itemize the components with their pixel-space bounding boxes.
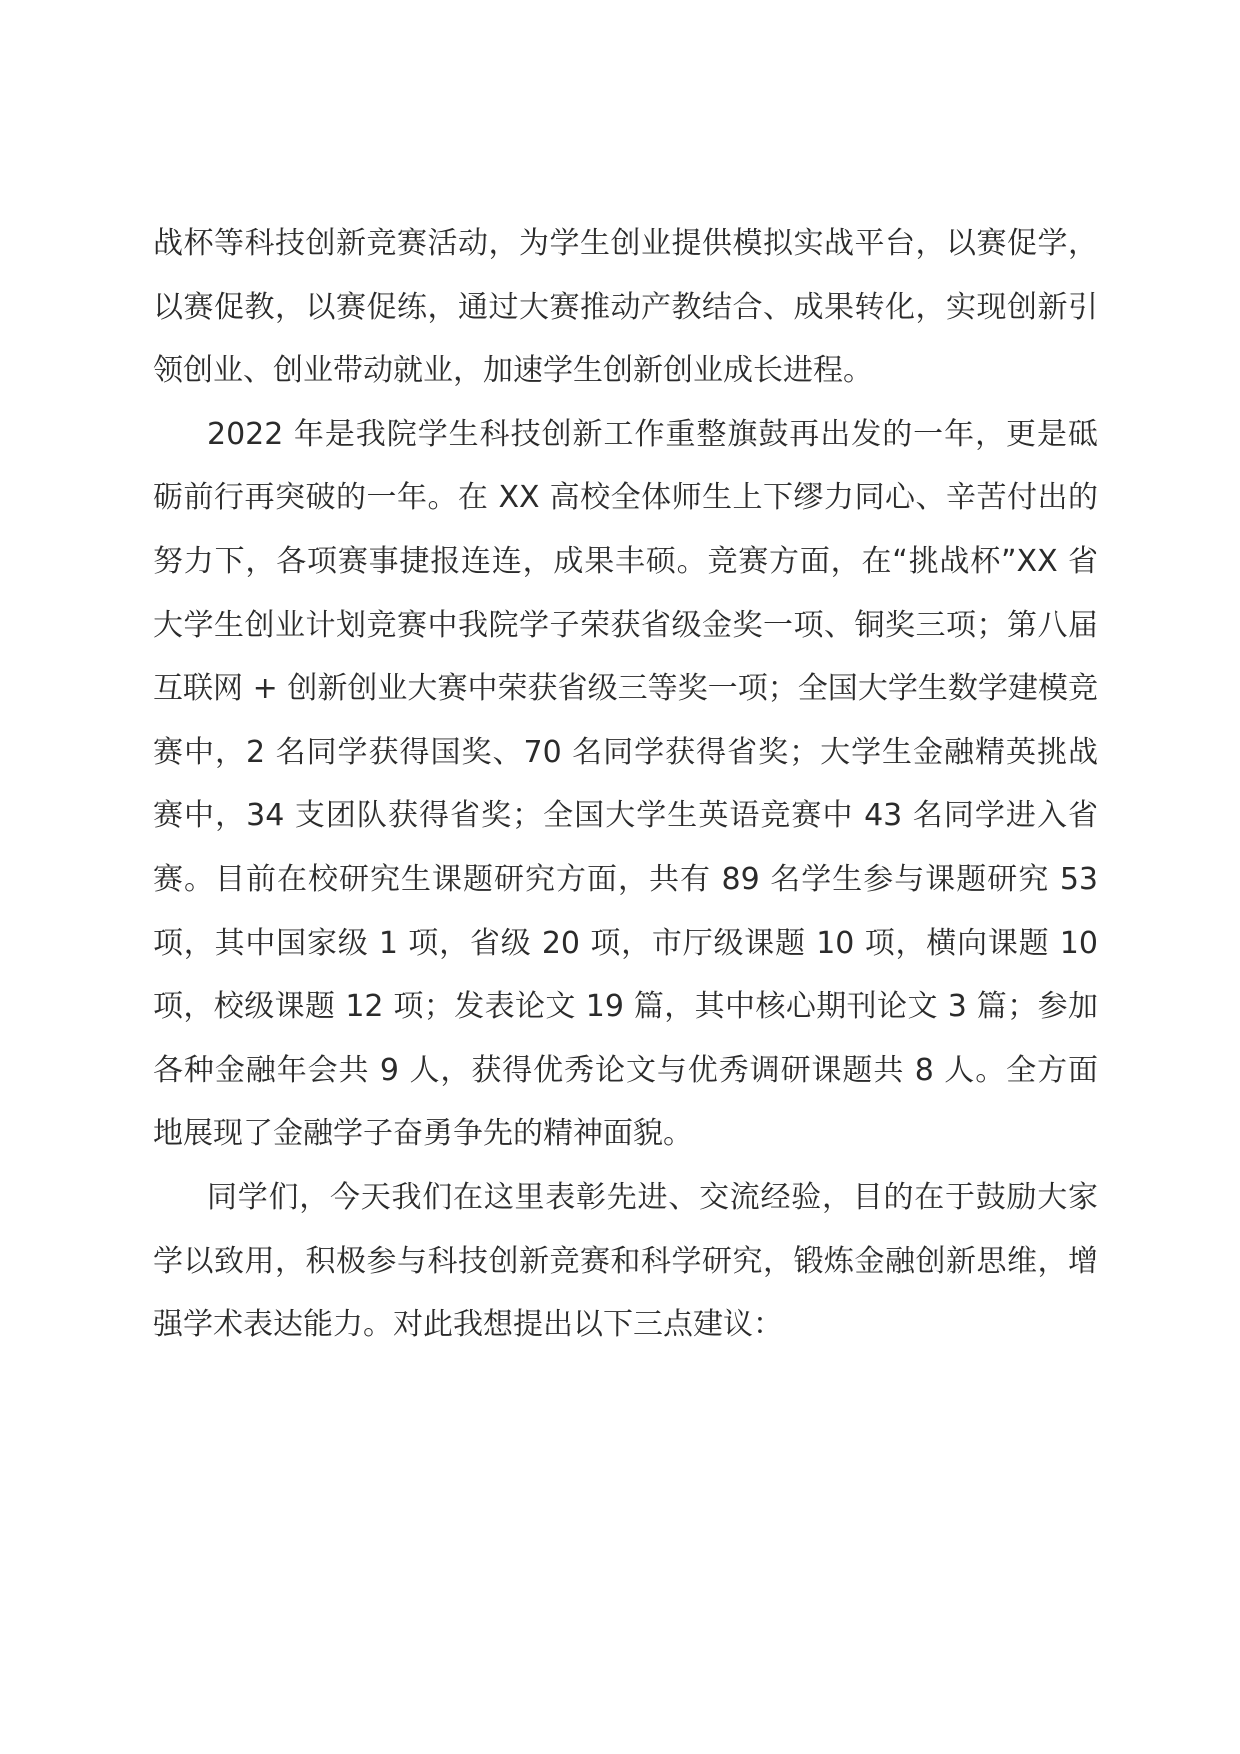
- paragraph-suggestions-intro: 同学们，今天我们在这里表彰先进、交流经验，目的在于鼓励大家学以致用，积极参与科技创新竞赛和科学研究，锻炼金融创新思维，增强学术表达能力。对此我想提出以下三点建议：: [153, 1179, 1098, 1343]
- paragraph-continuation: 战杯等科技创新竞赛活动，为学生创业提供模拟实战平台，以赛促学，以赛促教，以赛促练，通过大赛推动产教结合、成果转化，实现创新引领创业、创业带动就业，加速学生创新创业成长进程。: [153, 226, 1098, 389]
- paragraph-achievements: 2022 年是我院学生科技创新工作重整旗鼓再出发的一年，更是砥砺前行再突破的一年。在 XX 高校全体师生上下缪力同心、辛苦付出的努力下，各项赛事捷报连连，成果丰硕。竞赛方面，在“挑战杯”XX 省大学生创业计划竞赛中我院学子荣获省级金奖一项、铜奖三项；第八届互联网 + 创新创业大赛中荣获省级三等奖一项；全国大学生数学建模竞赛中，2 名同学获得国奖、70 名同学获得省奖；大学生金融精英挑战赛中，34 支团队获得省奖；全国大学生英语竞赛中 43 名同学进入省赛。目前在校研究生课题研究方面，共有 89 名学生参与课题研究 53 项，其中国家级 1 项，省级 20 项，市厅级课题 10 项，横向课题 10 项，校级课题 12 项；发表论文 19 篇，其中核心期刊论文 3 篇；参加各种金融年会共 9 人，获得优秀论文与优秀调研课题共 8 人。全方面地展现了金融学子奋勇争先的精神面貌。: [153, 416, 1098, 1152]
- document-body: [153, 212, 1098, 1357]
